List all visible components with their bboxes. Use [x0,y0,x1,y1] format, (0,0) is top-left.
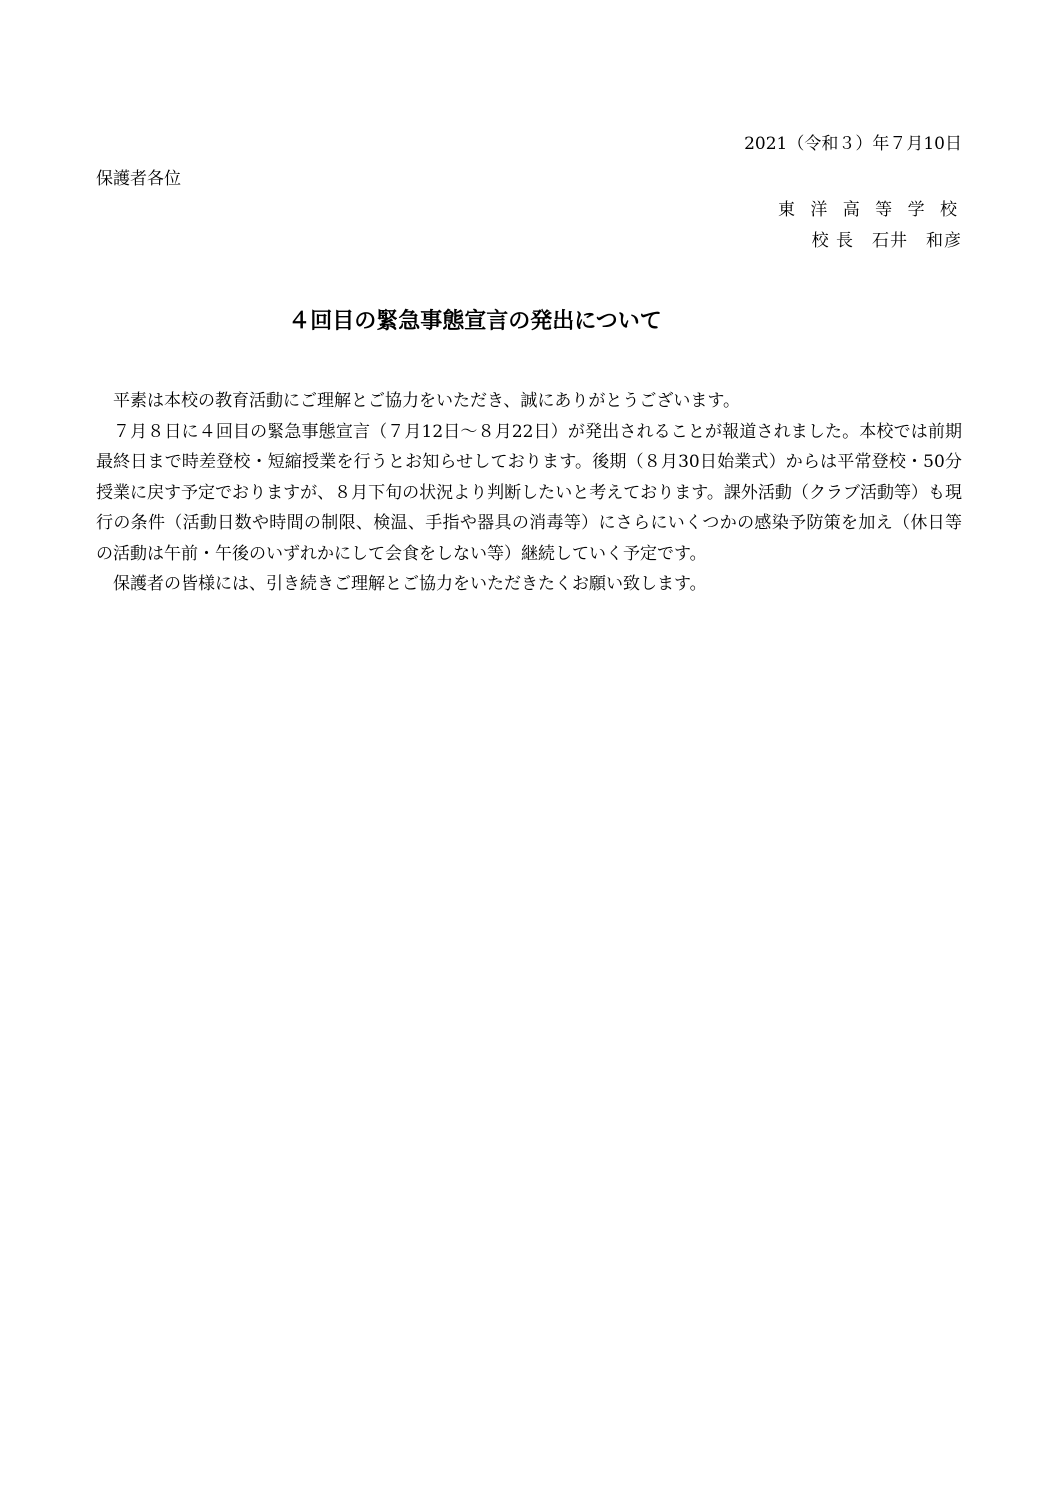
principal-name: 校 長 石井 和彦 [811,231,962,251]
recipient: 保護者各位 [96,169,181,189]
body-paragraph: ７月８日に４回目の緊急事態宣言（７月12日～８月22日）が発出されることが報道されました。本校では前期最終日まで時差登校・短縮授業を行うとお知らせしております。後期（８月30日始業式）からは平常登校・50分授業に戻す予定でおりますが、８月下旬の状況より判断したいと考えております。課外活動（クラブ活動等）も現行の条件（活動日数や時間の制限、検温、手指や器具の消毒等）にさらにいくつかの感染予防策を加え（休日等の活動は午前・午後のいずれかにして会食をしない等）継続していく予定です。 [96,421,962,564]
document-title: ４回目の緊急事態宣言の発出について [288,309,662,334]
body-paragraph: 保護者の皆様には、引き続きご理解とご協力をいただきたくお願い致します。 [113,574,707,594]
school-name: 東 洋 高 等 学 校 [777,200,962,220]
document-body [96,386,962,600]
body-paragraph: 平素は本校の教育活動にご理解とご協力をいただき、誠にありがとうございます。 [113,391,740,411]
document-date: 2021（令和３）年７月10日 [744,134,962,154]
